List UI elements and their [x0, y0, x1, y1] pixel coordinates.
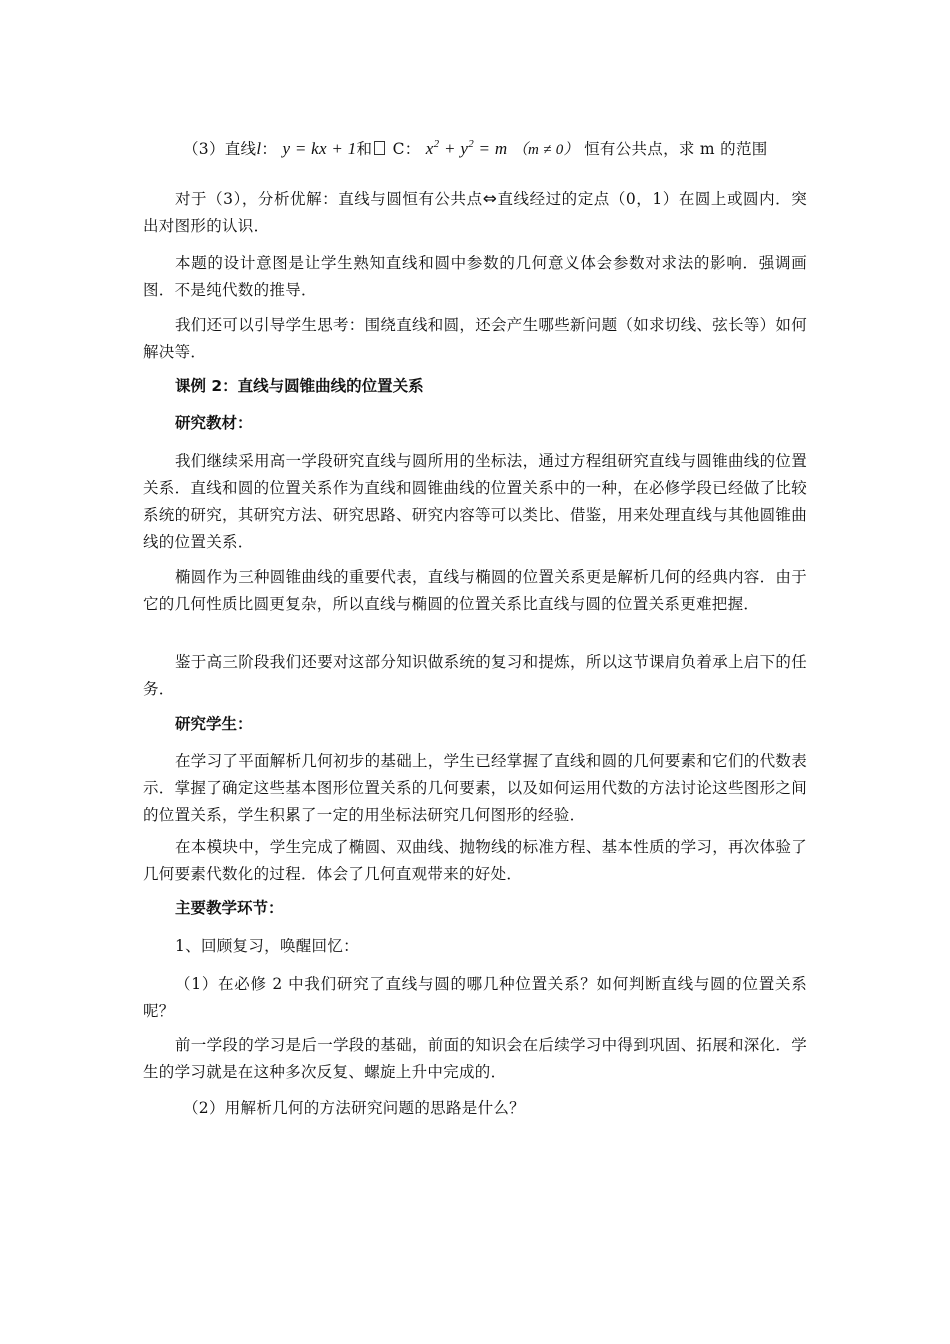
circle-label: C： — [392, 140, 421, 158]
question-1: （1）在必修 2 中我们研究了直线与圆的哪几种位置关系？如何判断直线与圆的位置关系呢？ — [143, 975, 807, 1020]
guide-paragraph: 我们还可以引导学生思考：围绕直线和圆，还会产生哪些新问题（如求切线、弦长等）如何解决等． — [143, 316, 808, 361]
problem-3-line — [143, 131, 807, 164]
analysis-paragraph — [143, 186, 807, 240]
and-text: 和 — [356, 140, 373, 158]
analysis-text-b: 直线经过的定点（0，1）在圆上或圆内．突出对图形的认识． — [143, 190, 807, 235]
heading-materials: 研究教材： — [175, 414, 253, 432]
condition: （m ≠ 0） — [512, 142, 579, 158]
question-2: （2）用解析几何的方法研究问题的思路是什么？ — [183, 1099, 525, 1117]
problem-3-prefix: （3）直线 — [183, 140, 257, 158]
line-equation: y = kx + 1 — [282, 139, 357, 158]
students-paragraph-1: 在学习了平面解析几何初步的基础上，学生已经掌握了直线和圆的几何要素和它们的代数表示．掌握了确定这些基本图形位置关系的几何要素，以及如何运用代数的方法讨论这些图形之间的位置关系，学生积累了一定的用坐标法研究几何图形的经验． — [143, 752, 808, 824]
circle-equation: $x^2 + y^2 = m$ — [425, 138, 508, 158]
heading-students: 研究学生： — [175, 715, 253, 733]
equivalence-arrow-icon: ⇔ — [482, 189, 498, 209]
step-1: 1、回顾复习，唤醒回忆： — [175, 937, 359, 955]
heading-teaching-steps: 主要教学环节： — [175, 899, 284, 917]
analysis-text-a: 对于（3），分析优解：直线与圆恒有公共点 — [175, 190, 483, 208]
colon: ： — [261, 140, 278, 158]
heading-example-2: 课例 2：直线与圆锥曲线的位置关系 — [175, 377, 424, 395]
students-paragraph-2: 在本模块中，学生完成了椭圆、双曲线、抛物线的标准方程、基本性质的学习，再次体验了几何要素代数化的过程．体会了几何直观带来的好处． — [143, 838, 808, 883]
problem-3-tail: 恒有公共点，求 m 的范围 — [584, 140, 768, 158]
line-symbol-l: l — [256, 139, 262, 158]
materials-paragraph-1: 我们继续采用高一学段研究直线与圆所用的坐标法，通过方程组研究直线与圆锥曲线的位置关系．直线和圆的位置关系作为直线和圆锥曲线的位置关系中的一种，在必修学段已经做了比较系统的研究，其研究方法、研究思路、研究内容等可以类比、借鉴，用来处理直线与其他圆锥曲线的位置关系． — [143, 452, 808, 551]
missing-glyph-box-icon — [374, 141, 385, 155]
foundation-paragraph: 前一学段的学习是后一学段的基础，前面的知识会在后续学习中得到巩固、拓展和深化．学生的学习就是在这种多次反复、螺旋上升中完成的． — [143, 1036, 808, 1081]
design-intent-paragraph: 本题的设计意图是让学生熟知直线和圆中参数的几何意义体会参数对求法的影响．强调画图．不是纯代数的推导． — [143, 254, 807, 299]
materials-paragraph-2: 椭圆作为三种圆锥曲线的重要代表，直线与椭圆的位置关系更是解析几何的经典内容．由于它的几何性质比圆更复杂，所以直线与椭圆的位置关系比直线与圆的位置关系更难把握． — [143, 568, 808, 613]
materials-paragraph-3: 鉴于高三阶段我们还要对这部分知识做系统的复习和提炼，所以这节课肩负着承上启下的任务． — [143, 653, 808, 698]
